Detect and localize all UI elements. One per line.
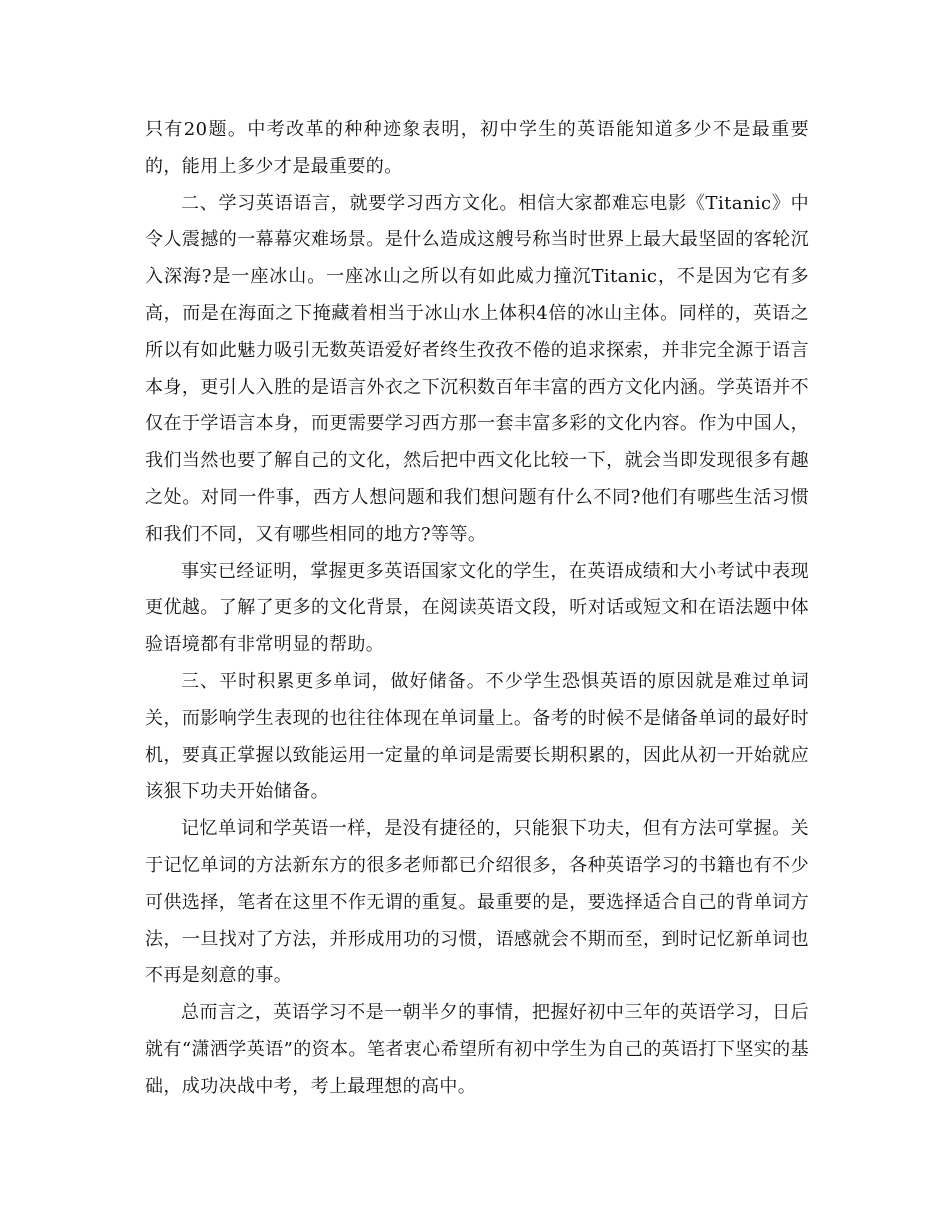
paragraph-conclusion: 总而言之，英语学习不是一朝半夕的事情，把握好初中三年的英语学习，日后就有“潇洒学英语”的资本。笔者衷心希望所有初中学生为自己的英语打下坚实的基础，成功决战中考，考上最理想的高中。: [145, 1002, 809, 1097]
paragraph-memorizing-words: 记忆单词和学英语一样，是没有捷径的，只能狠下功夫，但有方法可掌握。关于记忆单词的方法新东方的很多老师都已介绍很多，各种英语学习的书籍也有不少可供选择，笔者在这里不作无谓的重复。最重要的是，要选择适合自己的背单词方法，一旦找对了方法，并形成用功的习惯，语感就会不期而至，到时记忆新单词也不再是刻意的事。: [145, 818, 809, 987]
paragraph-culture-evidence: 事实已经证明，掌握更多英语国家文化的学生，在英语成绩和大小考试中表现更优越。了解了更多的文化背景，在阅读英语文段，听对话或短文和在语法题中体验语境都有非常明显的帮助。: [145, 560, 809, 656]
paragraph-continuation: 只有20题。中考改革的种种迹象表明，初中学生的英语能知道多少不是最重要的，能用上多少才是最重要的。: [145, 119, 809, 177]
paragraph-section-two-culture: 二、学习英语语言，就要学习西方文化。相信大家都难忘电影《Titanic》中令人震撼的一幕幕灾难场景。是什么造成这艘号称当时世界上最大最坚固的客轮沉入深海?是一座冰山。一座冰山之所以有如此威力撞沉Titanic，不是因为它有多高，而是在海面之下掩藏着相当于冰山水上体积4倍的冰山主体。同样的，英语之所以有如此魅力吸引无数英语爱好者终生孜孜不倦的追求探索，并非完全源于语言本身，更引人入胜的是语言外衣之下沉积数百年丰富的西方文化内涵。学英语并不仅在于学语言本身，而更需要学习西方那一套丰富多彩的文化内容。作为中国人，我们当然也要了解自己的文化，然后把中西文化比较一下，就会当即发现很多有趣之处。对同一件事，西方人想问题和我们想问题有什么不同?他们有哪些生活习惯和我们不同，又有哪些相同的地方?等等。: [145, 192, 809, 545]
paragraph-section-three-vocabulary: 三、平时积累更多单词，做好储备。不少学生恐惧英语的原因就是难过单词关，而影响学生表现的也往往体现在单词量上。备考的时候不是储备单词的最好时机，要真正掌握以致能运用一定量的单词是需要长期积累的，因此从初一开始就应该狠下功夫开始储备。: [145, 670, 809, 803]
document-body: [145, 112, 809, 1106]
